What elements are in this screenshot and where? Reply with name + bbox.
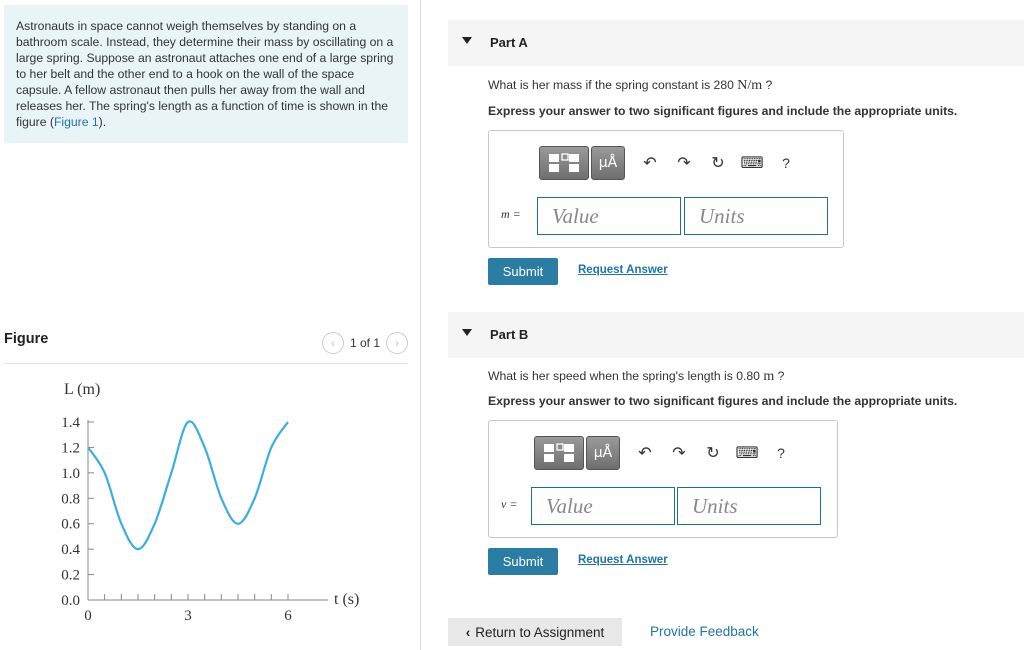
spring-length-graph bbox=[36, 372, 376, 642]
provide-feedback-link[interactable]: Provide Feedback bbox=[650, 624, 759, 639]
part-b-question-unit: m bbox=[763, 369, 775, 384]
figure-link[interactable]: Figure 1 bbox=[53, 115, 99, 129]
templates-icon[interactable] bbox=[534, 436, 584, 470]
x-axis-label: t (s) bbox=[334, 591, 360, 608]
part-a-question-unit: N/m bbox=[737, 78, 763, 93]
y-axis-label: L (m) bbox=[64, 381, 101, 398]
y-tick-label: 1.2 bbox=[61, 440, 80, 457]
y-tick-label: 0.6 bbox=[61, 516, 80, 533]
part-b-header[interactable] bbox=[448, 312, 1024, 358]
undo-icon[interactable]: ↶ bbox=[638, 445, 652, 462]
figure-counter: 1 of 1 bbox=[349, 336, 380, 350]
undo-icon[interactable]: ↶ bbox=[643, 155, 657, 172]
y-tick-label: 1.4 bbox=[61, 415, 80, 431]
y-tick-label: 1.0 bbox=[61, 465, 80, 482]
templates-icon[interactable] bbox=[539, 146, 589, 180]
part-b-title: Part B bbox=[490, 327, 529, 342]
length-curve bbox=[88, 421, 288, 549]
problem-tail: ). bbox=[98, 115, 107, 129]
part-a-header[interactable] bbox=[448, 20, 1024, 66]
part-b-toolbar bbox=[534, 436, 796, 470]
return-label: Return to Assignment bbox=[475, 624, 605, 640]
part-b-units-input[interactable]: Units bbox=[677, 487, 821, 525]
part-b-question bbox=[488, 369, 784, 385]
redo-icon[interactable]: ↷ bbox=[672, 445, 686, 462]
part-a-toolbar bbox=[539, 146, 801, 180]
part-a-question bbox=[488, 78, 772, 94]
part-a-answer-box bbox=[488, 130, 844, 248]
part-b-variable: v = bbox=[501, 497, 518, 511]
chevron-left-icon: ‹ bbox=[465, 624, 471, 640]
part-a-instruction: Express your answer to two significant figures and include the appropriate units. bbox=[488, 104, 958, 118]
redo-icon[interactable]: ↷ bbox=[677, 155, 691, 172]
keyboard-icon[interactable]: ⌨ bbox=[740, 155, 764, 172]
problem-text: Astronauts in space cannot weigh themselves by standing on a bathroom scale. Instead, they determine their mass by oscillating on a large spring. Suppose an astronaut attaches one end of a large spring to her belt and the other end to a hook on the wall of the space capsule. A fellow astronaut then pulls her away from the wall and releases her. The spring's length as a function of time is shown in the figure ( bbox=[16, 19, 394, 129]
reset-icon[interactable]: ↻ bbox=[711, 155, 725, 172]
return-to-assignment-button[interactable] bbox=[448, 618, 622, 646]
part-b-submit-button[interactable]: Submit bbox=[488, 548, 558, 575]
column-divider bbox=[420, 0, 421, 650]
figure-divider bbox=[4, 363, 408, 364]
caret-down-icon bbox=[462, 329, 472, 336]
part-b-request-answer-link[interactable]: Request Answer bbox=[578, 554, 668, 566]
help-icon[interactable]: ? bbox=[777, 445, 785, 461]
part-b-question-end: ? bbox=[774, 369, 785, 383]
y-tick-label: 0.0 bbox=[61, 593, 80, 609]
part-a-question-end: ? bbox=[762, 78, 773, 92]
y-tick-label: 0.4 bbox=[61, 542, 80, 559]
figure-title: Figure bbox=[4, 331, 49, 347]
part-a-value-input[interactable]: Value bbox=[537, 197, 681, 235]
part-b-value-input[interactable]: Value bbox=[531, 487, 675, 525]
chevron-right-icon[interactable]: › bbox=[386, 332, 408, 354]
chevron-left-icon[interactable]: ‹ bbox=[322, 332, 344, 354]
y-tick-label: 0.8 bbox=[61, 491, 80, 508]
part-b-question-text: What is her speed when the spring's length is 0.80 bbox=[488, 369, 764, 383]
x-tick-label: 6 bbox=[284, 608, 292, 624]
caret-down-icon bbox=[462, 37, 472, 44]
figure-nav bbox=[322, 332, 408, 354]
left-panel bbox=[0, 0, 420, 650]
part-a-request-answer-link[interactable]: Request Answer bbox=[578, 264, 668, 276]
figure-header bbox=[0, 326, 408, 364]
part-a-title: Part A bbox=[490, 35, 528, 50]
keyboard-icon[interactable]: ⌨ bbox=[735, 445, 759, 462]
reset-icon[interactable]: ↻ bbox=[706, 445, 720, 462]
units-symbol-button[interactable]: μÅ bbox=[591, 146, 625, 180]
part-a-units-input[interactable]: Units bbox=[684, 197, 828, 235]
part-a-submit-button[interactable]: Submit bbox=[488, 258, 558, 285]
part-b-answer-box bbox=[488, 420, 838, 538]
help-icon[interactable]: ? bbox=[782, 155, 790, 171]
x-tick-label: 3 bbox=[184, 608, 192, 624]
part-a-question-text: What is her mass if the spring constant is 280 bbox=[488, 78, 738, 92]
problem-statement bbox=[4, 5, 408, 143]
part-b-instruction: Express your answer to two significant figures and include the appropriate units. bbox=[488, 394, 958, 408]
x-tick-label: 0 bbox=[84, 608, 92, 624]
part-a-variable: m = bbox=[501, 207, 521, 221]
y-tick-label: 0.2 bbox=[61, 567, 80, 584]
units-symbol-button[interactable]: μÅ bbox=[586, 436, 620, 470]
